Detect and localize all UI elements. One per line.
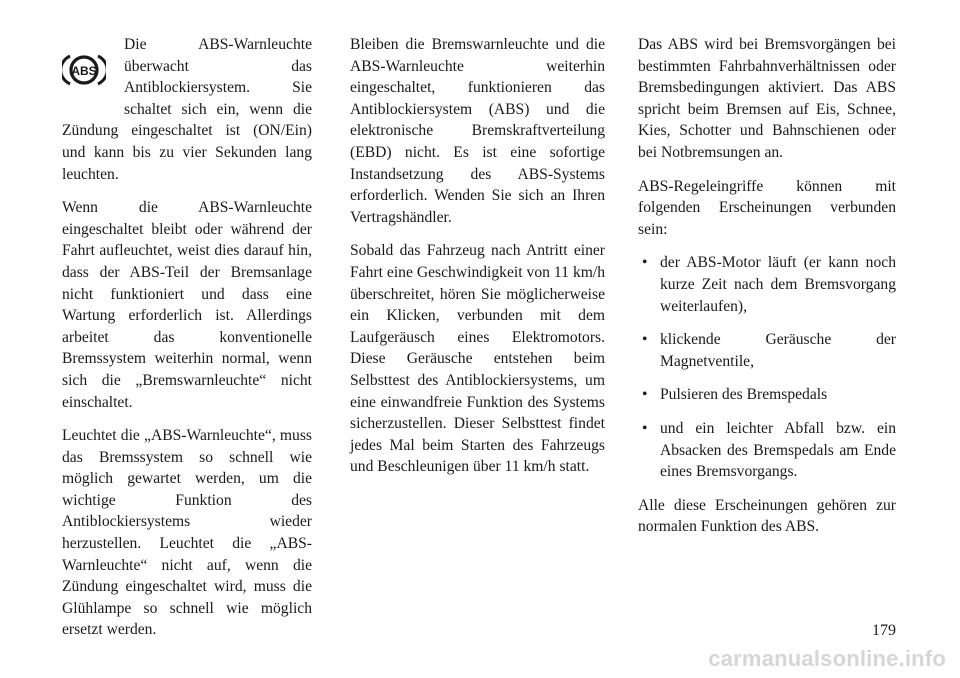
bullet-icon: • xyxy=(642,331,648,349)
list-item-text: klickende Geräusche der Magnetventile, xyxy=(660,331,896,370)
bullet-icon: • xyxy=(642,419,648,437)
list-item-text: und ein leichter Abfall bzw. ein Absacken des Bremspedals am Ende eines Bremsvorgangs. xyxy=(660,419,896,481)
watermark: carmanualsonline.info xyxy=(708,646,946,671)
paragraph: Das ABS wird bei Bremsvorgängen bei bestimmten Fahrbahnverhältnissen oder Bremsbedingungen aktiviert. Das ABS spricht beim Bremsen auf Eis, Schnee, Kies, Schotter und Bahnschienen oder bei Notbremsungen an. xyxy=(638,36,896,161)
paragraph: Alle diese Erscheinungen gehören zur normalen Funktion des ABS. xyxy=(638,496,896,536)
paragraph: Bleiben die Bremswarnleuchte und die ABS-Warnleuchte weiterhin eingeschaltet, funktionieren das Antiblockiersystem (ABS) und die elektronische Bremskraftverteilung (EBD) nicht. Es ist eine sofortige Instandsetzung des ABS-Systems erforderlich. Wenden Sie sich an Ihren Vertragshändler. xyxy=(350,36,605,226)
column-1 xyxy=(62,34,312,653)
list-item-text: Pulsieren des Bremspedals xyxy=(660,386,828,404)
bullet-icon: • xyxy=(642,254,648,272)
list-item xyxy=(638,418,896,483)
abs-warning-icon xyxy=(62,34,124,110)
list-item xyxy=(638,252,896,317)
bullet-list xyxy=(638,252,896,482)
paragraph: Wenn die ABS-Warnleuchte eingeschaltet bleibt oder während der Fahrt aufleuchtet, weist dies darauf hin, dass der ABS-Teil der Bremsanlage nicht funktioniert und dass eine Wartung erforderlich ist. Allerdings arbeitet das konventionelle Bremssystem weiterhin normal, wenn sich die „Bremswarnleuchte“ nicht einschaltet. xyxy=(62,199,312,411)
abs-intro-text: Die ABS-Warnleuchte überwacht das Antiblockiersystem. Sie schaltet sich ein, wenn die Zündung eingeschaltet ist (ON/Ein) und kann bis zu vier Sekunden lang leuchten. xyxy=(62,36,312,183)
column-2 xyxy=(350,34,605,490)
page-number: 179 xyxy=(872,622,896,639)
column-3 xyxy=(638,34,896,550)
list-item xyxy=(638,384,896,406)
bullet-icon: • xyxy=(642,386,648,404)
list-item xyxy=(638,329,896,372)
abs-intro xyxy=(62,34,312,185)
paragraph: Sobald das Fahrzeug nach Antritt einer Fahrt eine Geschwindigkeit von 11 km/h überschreitet, hören Sie möglicherweise ein Klicken, verbunden mit dem Laufgeräusch eines Elektromotors. Diese Geräusche entstehen beim Selbsttest des Antiblockiersystems, um eine einwandfreie Funktion des Systems sicherzustellen. Dieser Selbsttest findet jedes Mal beim Starten des Fahrzeugs und Beschleunigen über 11 km/h statt. xyxy=(350,242,605,476)
svg-text:ABS: ABS xyxy=(71,64,97,78)
paragraph: Leuchtet die „ABS-Warnleuchte“, muss das Bremssystem so schnell wie möglich gewartet werden, um die wichtige Funktion des Antiblockiersystems wieder herzustellen. Leuchtet die „ABS-Warnleuchte“ nicht auf, wenn die Zündung eingeschaltet wird, muss die Glühlampe so schnell wie möglich ersetzt werden. xyxy=(62,427,312,639)
abs-warning-icon-graphic xyxy=(62,52,106,88)
paragraph: ABS-Regeleingriffe können mit folgenden Erscheinungen verbunden sein: xyxy=(638,177,896,238)
list-item-text: der ABS-Motor läuft (er kann noch kurze Zeit nach dem Bremsvorgang weiterlaufen), xyxy=(660,254,896,315)
